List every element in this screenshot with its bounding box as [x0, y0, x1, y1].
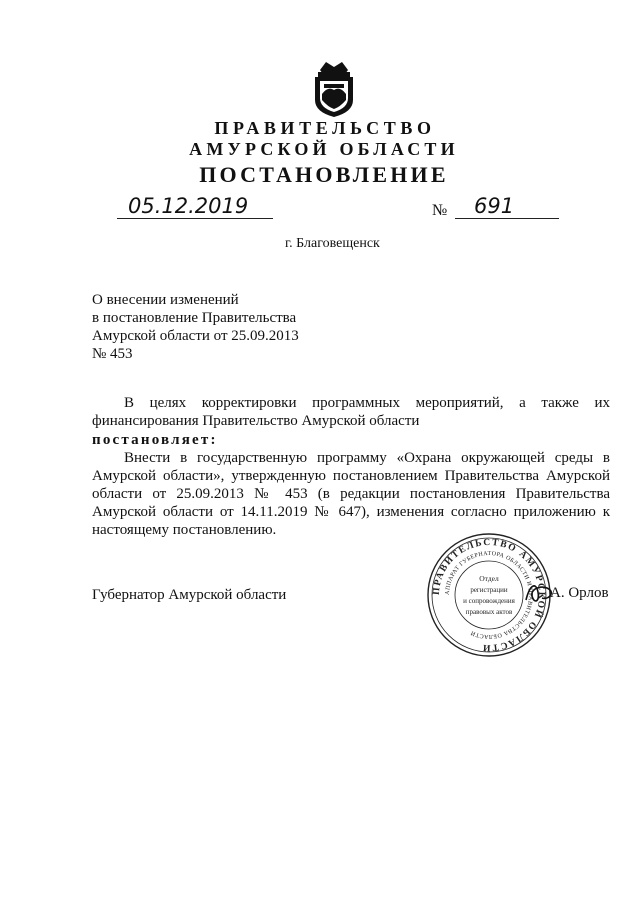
coat-of-arms-emblem — [312, 60, 356, 118]
stamp-center-line: правовых актов — [465, 608, 513, 616]
decree-word: постановляет: — [92, 432, 218, 448]
subject-line: № 453 — [92, 346, 133, 362]
signatory-name: А. Орлов — [550, 585, 609, 601]
signatory-position: Губернатор Амурской области — [92, 587, 287, 603]
subject-line: О внесении изменений — [92, 292, 239, 308]
body-paragraph-line: настоящему постановлению. — [92, 522, 277, 538]
number-underline — [455, 218, 559, 219]
body-paragraph-line: Амурской области от 14.11.2019 № 647), изменения согласно приложению к — [92, 504, 610, 520]
handwritten-signature — [520, 578, 560, 608]
number-label: № — [432, 202, 448, 219]
date-underline — [117, 218, 273, 219]
document-type-title: ПОСТАНОВЛЕНИЕ — [199, 162, 449, 187]
region-title: АМУРСКОЙ ОБЛАСТИ — [189, 139, 459, 159]
stamp-center-line: и сопровождения — [463, 597, 515, 605]
document-number: 691 — [474, 194, 515, 218]
stamp-center-line: Отдел — [479, 574, 499, 583]
document-date: 05.12.2019 — [128, 194, 249, 218]
body-paragraph-line: области от 25.09.2013 № 453 (в редакции постановления Правительства — [92, 486, 610, 502]
government-title: ПРАВИТЕЛЬСТВО — [214, 118, 436, 138]
body-paragraph-line: финансирования Правительство Амурской области — [92, 413, 420, 429]
stamp-outer-text: ПРАВИТЕЛЬСТВО АМУРСКОЙ ОБЛАСТИ — [431, 537, 547, 653]
stamp-inner-ring-text: АППАРАТ ГУБЕРНАТОРА ОБЛАСТИ И ПРАВИТЕЛЬСТВА ОБЛАСТИ — [444, 550, 534, 640]
city-name: г. Благовещенск — [285, 236, 380, 251]
subject-line: Амурской области от 25.09.2013 — [92, 328, 299, 344]
body-paragraph-line: Внести в государственную программу «Охрана окружающей среды в — [124, 450, 610, 466]
stamp-center-line: регистрации — [470, 586, 508, 594]
subject-line: в постановление Правительства — [92, 310, 297, 326]
body-paragraph-line: Амурской области», утвержденную постановлением Правительства Амурской — [92, 468, 610, 484]
body-paragraph-line: В целях корректировки программных мероприятий, а также их — [124, 395, 610, 411]
